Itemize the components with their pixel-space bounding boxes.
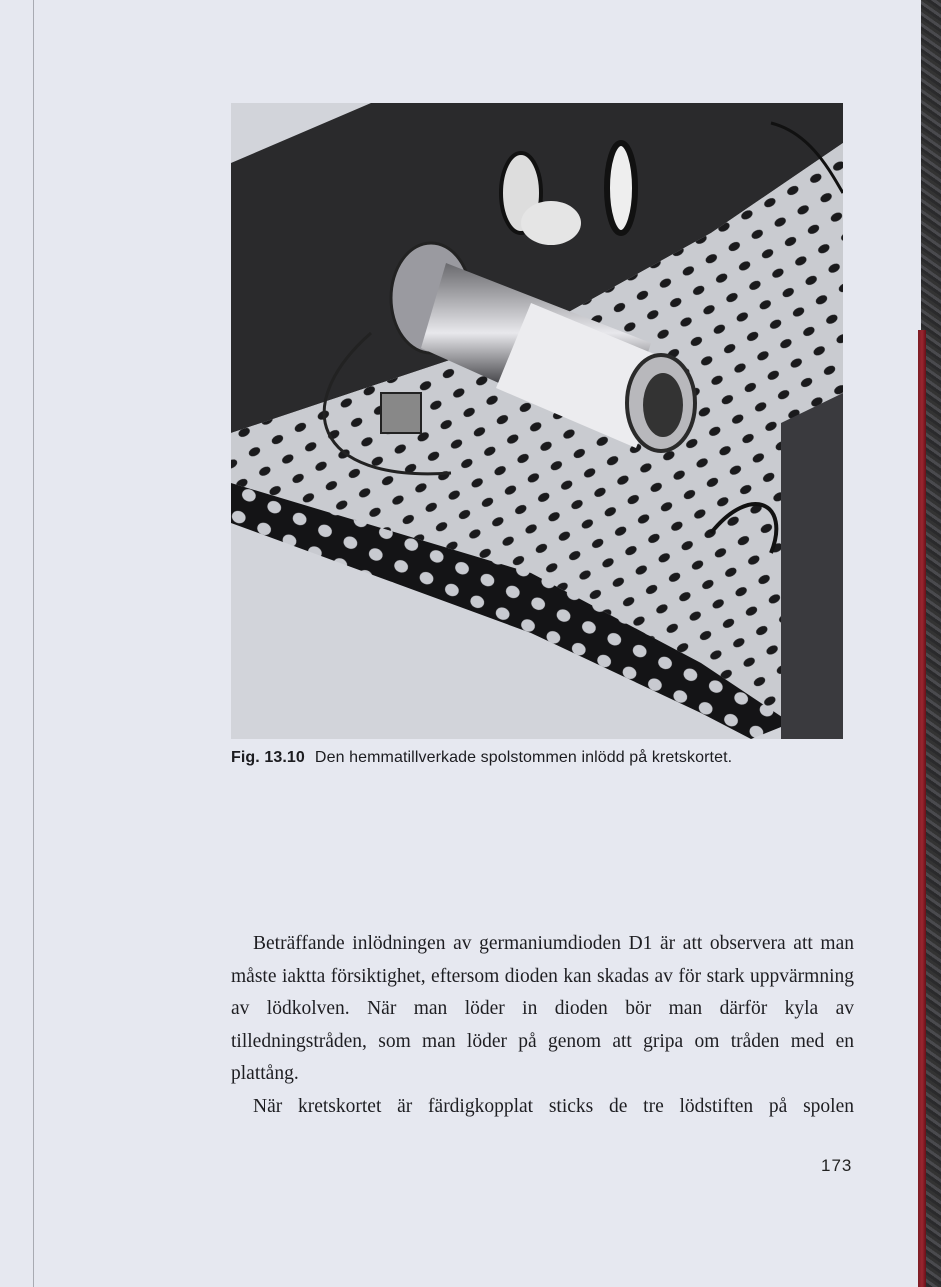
figure-caption bbox=[231, 749, 851, 767]
page-number: 173 bbox=[821, 1156, 853, 1175]
page-fold-line bbox=[33, 0, 34, 1287]
paragraph: När kretskortet är färdigkopplat sticks de tre lödstiften på spolen bbox=[253, 1095, 854, 1117]
circuit-board-photo bbox=[231, 103, 843, 739]
figure-number: Fig. 13.10 bbox=[231, 749, 305, 766]
figure-caption-text: Den hemmatillverkade spolstommen inlödd på kretskortet. bbox=[314, 749, 733, 766]
figure-photo bbox=[231, 103, 843, 739]
paragraph: Beträffande inlödningen av germaniumdioden D1 är att observera att man måste iaktta försiktighet, eftersom dioden kan skadas av för stark uppvärmning av lödkolven. När man löder in dioden bör man därför kyla av tilledningstråden, som man löder på genom att gripa om tråden med en plattång. bbox=[231, 933, 854, 1084]
book-cover-edge bbox=[918, 330, 926, 1287]
body-text bbox=[231, 928, 854, 1123]
